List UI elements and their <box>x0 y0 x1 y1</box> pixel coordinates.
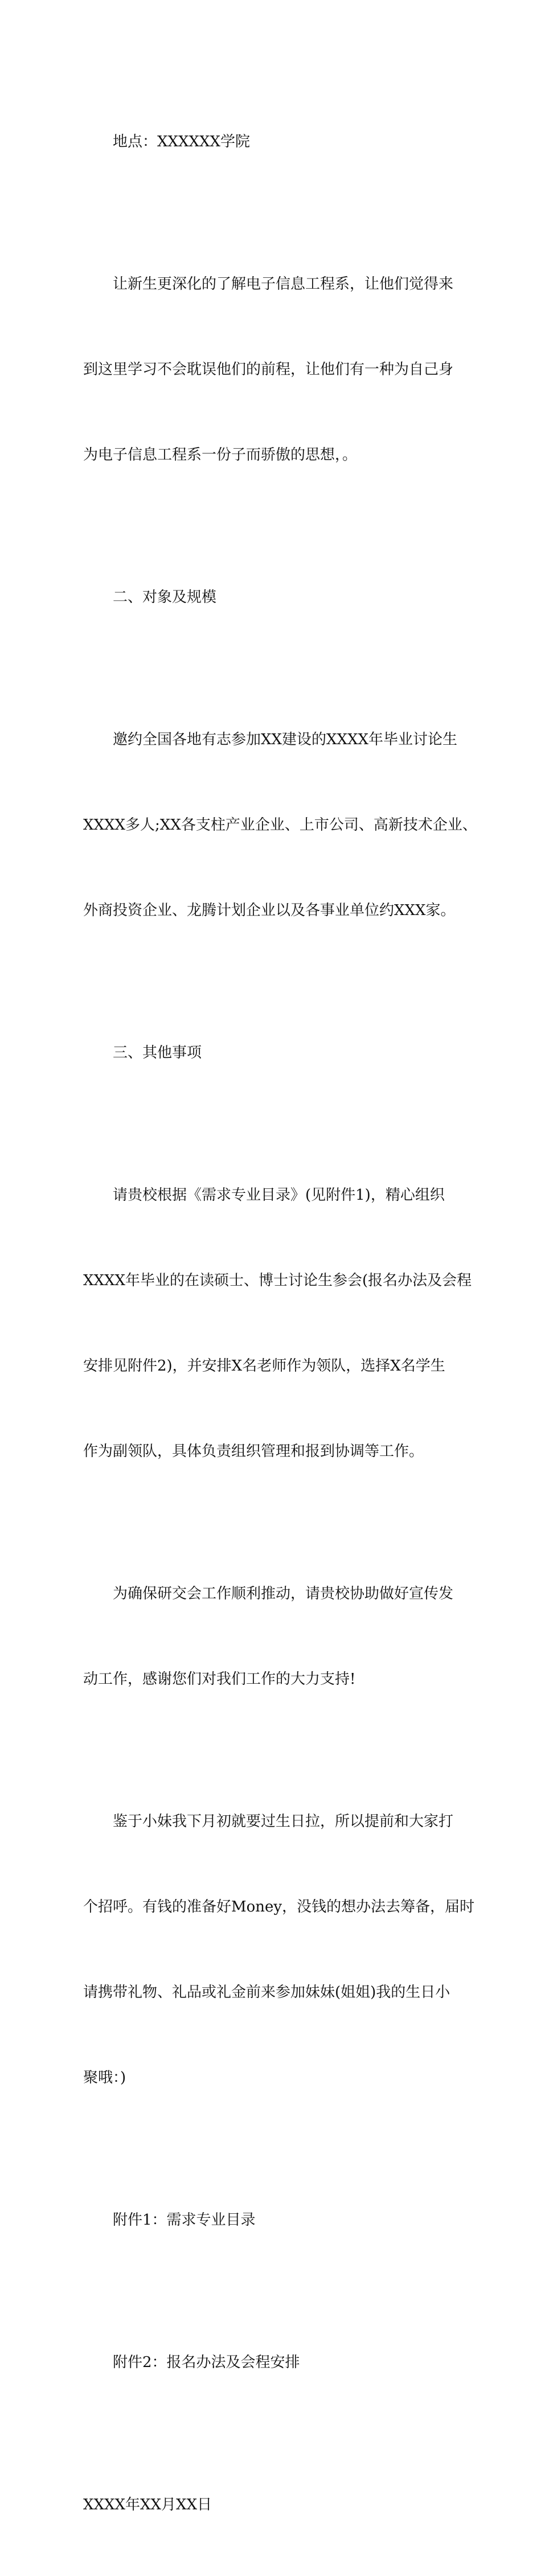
section-heading-other: 三、其他事项 <box>113 1044 202 1061</box>
paragraph-line: 请携带礼物、礼品或礼金前来参加妹妹(姐姐)我的生日小 <box>83 1984 450 2001</box>
other-matters-paragraph <box>83 1124 472 1523</box>
paragraph-line: 鉴于小妹我下月初就要过生日拉，所以提前和大家打 <box>113 1813 454 1830</box>
birthday-paragraph <box>83 1750 475 2149</box>
paragraph-line: 为确保研交会工作顺利推动，请贵校协助做好宣传发 <box>113 1585 454 1602</box>
paragraph-line: 作为副领队，具体负责组织管理和报到协调等工作。 <box>83 1443 424 1460</box>
paragraph-line: 聚哦：) <box>83 2069 126 2086</box>
paragraph-line: 让新生更深化的了解电子信息工程系，让他们觉得来 <box>113 276 454 293</box>
paragraph-line: 安排见附件2)，并安排X名老师作为领队，选择X名学生 <box>83 1357 445 1375</box>
paragraph-line: 邀约全国各地有志参加XX建设的XXXX年毕业讨论生 <box>113 731 458 748</box>
attachment-1: 附件1：需求专业目录 <box>113 2212 256 2229</box>
paragraph-line: XXXX年毕业的在读硕士、博士讨论生参会(报名办法及会程 <box>83 1272 472 1289</box>
document-date: XXXX年XX月XX日 <box>83 2496 212 2513</box>
attachment-2: 附件2：报名办法及会程安排 <box>113 2354 300 2371</box>
paragraph-line: 到这里学习不会耽误他们的前程，让他们有一种为自己身 <box>83 361 454 378</box>
purpose-paragraph <box>83 213 459 526</box>
section-heading-scope: 二、对象及规模 <box>113 589 217 606</box>
paragraph-line: 为电子信息工程系一份子而骄傲的思想，。 <box>83 446 358 463</box>
document-body <box>83 71 477 2576</box>
paragraph-line: 外商投资企业、龙腾计划企业以及各事业单位约XXX家。 <box>83 902 456 919</box>
paragraph-line: 请贵校根据《需求专业目录》(见附件1)，精心组织 <box>113 1187 445 1204</box>
scope-paragraph <box>83 668 477 982</box>
location-line: 地点：XXXXXX学院 <box>113 133 251 150</box>
paragraph-line: XXXX多人;XX各支柱产业企业、上市公司、高新技术企业、 <box>83 817 477 834</box>
support-paragraph <box>83 1523 459 1750</box>
paragraph-line: 个招呼。有钱的准备好Money，没钱的想办法去筹备，届时 <box>83 1898 475 1915</box>
paragraph-line: 动工作，感谢您们对我们工作的大力支持! <box>83 1671 356 1688</box>
